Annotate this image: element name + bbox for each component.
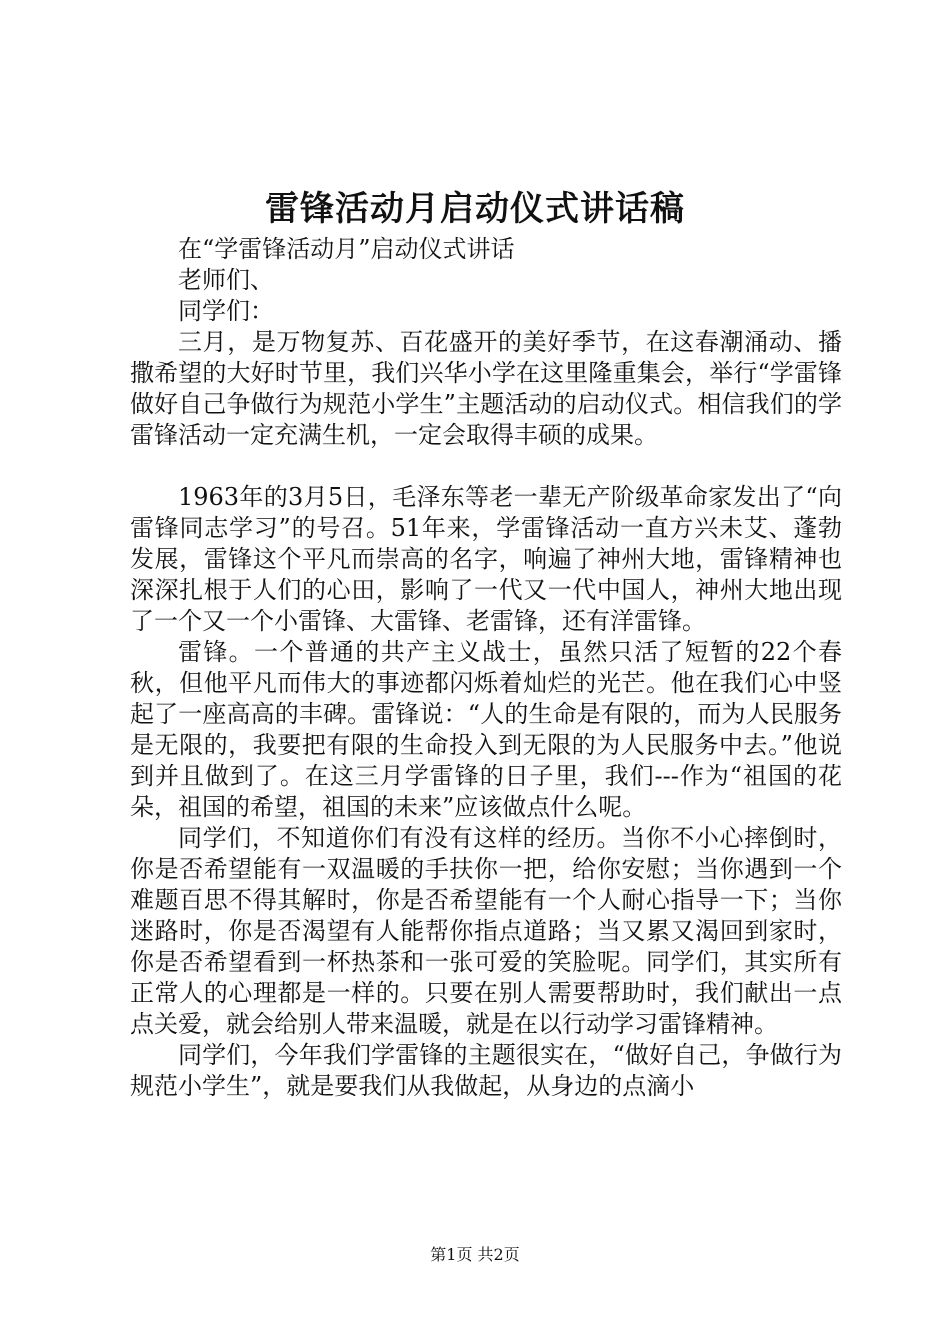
paragraph-experience: 同学们，不知道你们有没有这样的经历。当你不小心摔倒时，你是否希望能有一双温暖的手扶你一把，给你安慰；当你遇到一个难题百思不得其解时，你是否希望能有一个人耐心指导一下；当你迷路时，你是否渴望有人能帮你指点道路；当又累又渴回到家时，你是否希望看到一杯热茶和一张可爱的笑脸呢。同学们，其实所有正常人的心理都是一样的。只要在别人需要帮助时，我们献出一点点关爱，就会给别人带来温暖，就是在以行动学习雷锋精神。 (130, 824, 842, 1038)
document-body (130, 234, 842, 1102)
document-title: 雷锋活动月启动仪式讲话稿 (265, 189, 685, 229)
paragraph-heading-line: 在“学雷锋活动月”启动仪式讲话 (178, 235, 515, 263)
paragraph-lei-feng: 雷锋。一个普通的共产主义战士，虽然只活了短暂的22个春秋，但他平凡而伟大的事迹都闪烁着灿烂的光芒。他在我们心中竖起了一座高高的丰碑。雷锋说：“人的生命是有限的，而为人民服务是无限的，我要把有限的生命投入到无限的为人民服务中去。”他说到并且做到了。在这三月学雷锋的日子里，我们---作为“祖国的花朵，祖国的希望，祖国的未来”应该做点什么呢。 (130, 638, 842, 821)
paragraph-history: 1963年的3月5日，毛泽东等老一辈无产阶级革命家发出了“向雷锋同志学习”的号召。51年来，学雷锋活动一直方兴未艾、蓬勃发展，雷锋这个平凡而崇高的名字，响遍了神州大地，雷锋精神也深深扎根于人们的心田，影响了一代又一代中国人，神州大地出现了一个又一个小雷锋、大雷锋、老雷锋，还有洋雷锋。 (130, 483, 842, 635)
page-number-footer: 第1页 共2页 (430, 1245, 520, 1264)
paragraph-salutation-teachers: 老师们、 (178, 266, 274, 294)
paragraph-opening: 三月，是万物复苏、百花盛开的美好季节，在这春潮涌动、播撒希望的大好时节里，我们兴华小学在这里隆重集会，举行“学雷锋做好自己争做行为规范小学生”主题活动的启动仪式。相信我们的学雷锋活动一定充满生机，一定会取得丰硕的成果。 (130, 328, 842, 449)
paragraph-theme: 同学们，今年我们学雷锋的主题很实在，“做好自己，争做行为规范小学生”，就是要我们从我做起，从身边的点滴小 (130, 1041, 842, 1100)
paragraph-salutation-students: 同学们： (178, 297, 274, 325)
